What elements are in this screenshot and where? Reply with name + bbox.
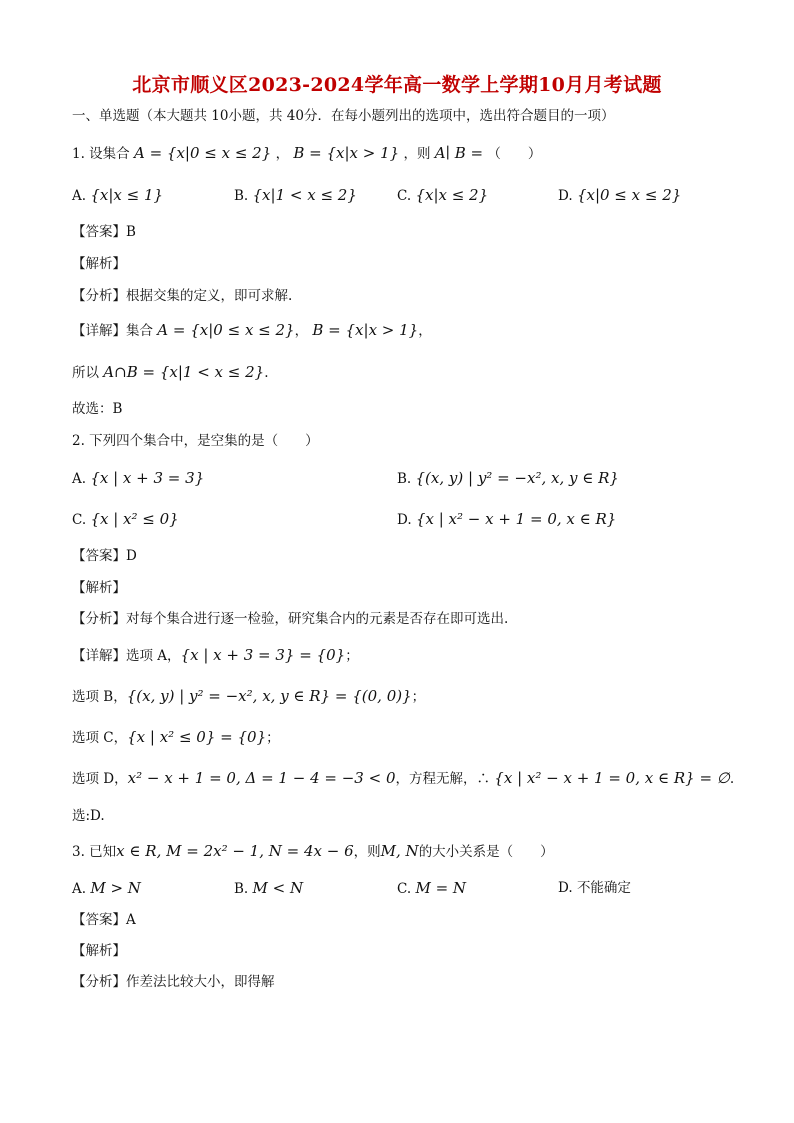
fenxi-text: 根据交集的定义，即可求解. (126, 288, 293, 304)
option-math: M = N (415, 879, 467, 897)
q1-stem-prefix: 1. 设集合 (72, 146, 130, 162)
fenxi-tag: 【分析】 (72, 288, 126, 304)
q1-paren: （ ） (487, 146, 542, 162)
q2-detail-d (72, 768, 734, 789)
answer-tag: 【答案】 (72, 224, 126, 240)
q2-option-a (72, 468, 204, 489)
q2-option-d (397, 509, 616, 530)
option-math: {x|x ≤ 1} (90, 186, 164, 204)
q2-option-b (397, 468, 619, 489)
q3-fenxi (72, 972, 275, 992)
option-math: {x | x + 3 = 3} (90, 469, 205, 487)
q1-set-a: A = {x|0 ≤ x ≤ 2} (133, 144, 272, 162)
detail-end: ； (266, 730, 280, 746)
conclusion-end: . (264, 365, 269, 381)
option-label: D. (558, 880, 573, 896)
q2-answer (72, 546, 137, 566)
detail-end: . (729, 771, 735, 787)
fenxi-tag: 【分析】 (72, 974, 126, 990)
detail-tag: 【详解】 (72, 648, 126, 664)
q3-stem (72, 841, 554, 862)
option-math: {x | x² − x + 1 = 0, x ∈ R} (415, 510, 617, 528)
option-label: D. (397, 512, 412, 528)
q3-analysis-tag: 【解析】 (72, 943, 126, 959)
q1-option-a (72, 185, 163, 206)
q3-option-d (558, 878, 631, 898)
q3-option-b (234, 878, 303, 899)
q1-set-b: B = {x|x > 1} (293, 144, 400, 162)
option-math: M > N (90, 879, 141, 897)
detail-comma: ， (294, 323, 309, 339)
conclusion-text: 所以 (72, 365, 99, 381)
fenxi-text: 作差法比较大小，即得解 (126, 974, 275, 990)
q1-stem (72, 143, 541, 164)
q2-choose: 选:D. (72, 808, 105, 824)
q2-fenxi (72, 609, 508, 629)
q3-option-a (72, 878, 141, 899)
q1-analysis-tag: 【解析】 (72, 256, 126, 272)
q3-stem-math: x ∈ R, M = 2x² − 1, N = 4x − 6 (116, 842, 354, 860)
answer-value: D (126, 548, 137, 564)
section-heading: 一、单选题（本大题共 10小题，共 40分．在每小题列出的选项中，选出符合题目的一项） (72, 108, 615, 124)
answer-value: A (126, 912, 136, 928)
q1-option-b (234, 185, 357, 206)
q1-stem-then: ，则 (403, 146, 431, 162)
q1-fenxi (72, 286, 292, 306)
option-math: {(x, y) | y² = −x², x, y ∈ R} (415, 469, 619, 487)
detail-text: 选项 D， (72, 771, 128, 787)
q1-answer (72, 222, 136, 242)
option-label: D. (558, 188, 573, 204)
option-math: {x | x² ≤ 0} (90, 510, 179, 528)
detail-end: ； (411, 689, 426, 705)
detail-math-2: {x | x² − x + 1 = 0, x ∈ R} = ∅ (494, 769, 730, 787)
q3-stem-then: ，则 (353, 844, 381, 860)
q2-detail-a (72, 645, 359, 666)
option-label: C. (397, 881, 412, 897)
detail-math: {(x, y) | y² = −x², x, y ∈ R} = {(0, 0)} (126, 687, 412, 705)
q2-detail-c (72, 727, 280, 748)
detail-end: ； (345, 648, 359, 664)
detail-math: {x | x + 3 = 3} = {0} (180, 646, 346, 664)
option-label: A. (72, 881, 87, 897)
detail-set-b: B = {x|x > 1} (312, 321, 419, 339)
option-label: C. (397, 188, 412, 204)
detail-text: 选项 B， (72, 689, 127, 705)
q2-detail-b (72, 686, 425, 707)
q1-comma: ， (275, 146, 290, 162)
detail-math: x² − x + 1 = 0, Δ = 1 − 4 = −3 < 0 (127, 769, 396, 787)
option-label: B. (397, 471, 412, 487)
option-label: A. (72, 471, 87, 487)
detail-text: 选项 A， (126, 648, 181, 664)
q1-option-c (397, 185, 488, 206)
option-math: {x|0 ≤ x ≤ 2} (576, 186, 682, 204)
answer-tag: 【答案】 (72, 548, 126, 564)
option-label: A. (72, 188, 87, 204)
detail-math: {x | x² ≤ 0} = {0} (127, 728, 267, 746)
conclusion-math: A∩B = {x|1 < x ≤ 2} (103, 363, 265, 381)
detail-text: 选项 C， (72, 730, 128, 746)
option-label: C. (72, 512, 87, 528)
fenxi-tag: 【分析】 (72, 611, 126, 627)
detail-text: 集合 (126, 323, 153, 339)
q1-conclusion (72, 362, 268, 383)
q3-answer (72, 910, 136, 930)
q3-stem-prefix: 3. 已知 (72, 844, 117, 860)
answer-value: B (126, 224, 136, 240)
q3-stem-math-2: M, N (380, 842, 419, 860)
option-math: {x|x ≤ 2} (415, 186, 489, 204)
q1-ask: A∣ B = (434, 144, 484, 162)
detail-set-a: A = {x|0 ≤ x ≤ 2} (157, 321, 295, 339)
detail-end: ， (418, 323, 432, 339)
q2-stem: 2. 下列四个集合中，是空集的是（ ） (72, 433, 319, 449)
q1-detail (72, 320, 432, 341)
option-label: B. (234, 188, 249, 204)
option-text: 不能确定 (576, 880, 631, 896)
q2-option-c (72, 509, 179, 530)
answer-tag: 【答案】 (72, 912, 126, 928)
q1-choose: 故选：B (72, 401, 123, 417)
option-math: {x|1 < x ≤ 2} (252, 186, 357, 204)
option-math: M < N (252, 879, 304, 897)
q2-analysis-tag: 【解析】 (72, 580, 126, 596)
document-title: 北京市顺义区2023-2024学年高一数学上学期10月月考试题 (132, 74, 662, 96)
q3-stem-rest: 的大小关系是（ ） (418, 844, 554, 860)
q1-option-d (558, 185, 681, 206)
fenxi-text: 对每个集合进行逐一检验，研究集合内的元素是否存在即可选出. (126, 611, 509, 627)
option-label: B. (234, 881, 249, 897)
detail-tag: 【详解】 (72, 323, 126, 339)
q3-option-c (397, 878, 466, 899)
detail-mid: ，方程无解，∴ (395, 771, 490, 787)
